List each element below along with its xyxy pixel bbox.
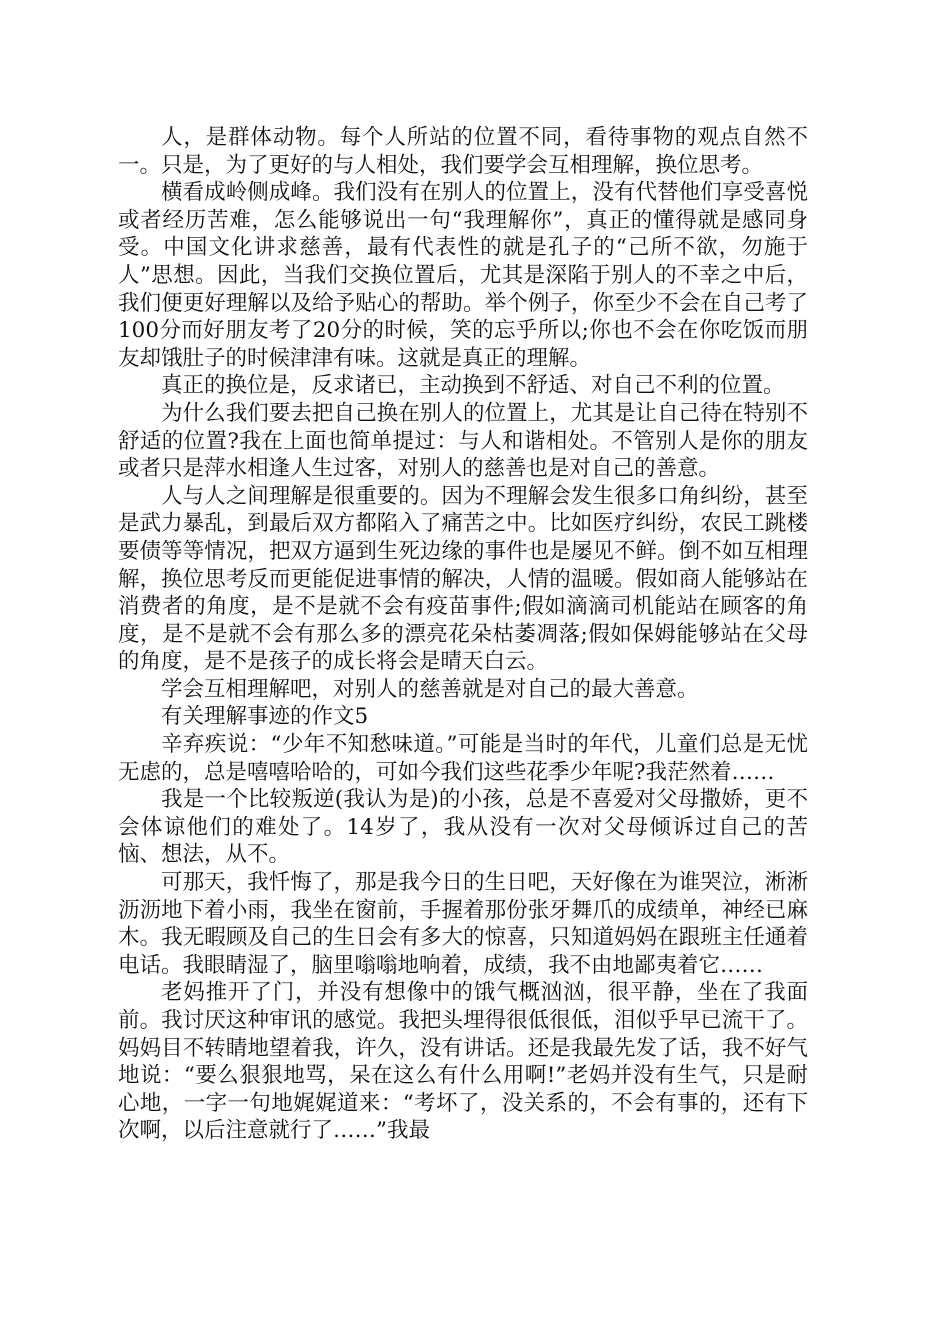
paragraph: 可那天，我忏悔了，那是我今日的生日吧，天好像在为谁哭泣，淅淅沥沥地下着小雨，我坐在窗前，手握着那份张牙舞爪的成绩单，神经已麻木。我无暇顾及自己的生日会有多大的惊喜，只知道妈妈在跟班主任通着电话。我眼睛湿了，脑里嗡嗡地响着，成绩，我不由地鄙夷着它…… [118, 870, 808, 978]
paragraph: 我是一个比较叛逆(我认为是)的小孩，总是不喜爱对父母撒娇，更不会体谅他们的难处了。14岁了，我从没有一次对父母倾诉过自己的苦恼、想法，从不。 [118, 787, 808, 868]
paragraph: 学会互相理解吧，对别人的慈善就是对自己的最大善意。 [161, 676, 699, 702]
paragraph: 人与人之间理解是很重要的。因为不理解会发生很多口角纠纷，甚至是武力暴乱，到最后双方都陷入了痛苦之中。比如医疗纠纷，农民工跳楼要债等等情况，把双方逼到生死边缘的事件也是屡见不鲜。倒不如互相理解，换位思考反而更能促进事情的解决，人情的温暖。假如商人能够站在消费者的角度，是不是就不会有疫苗事件;假如滴滴司机能站在顾客的角度，是不是就不会有那么多的漂亮花朵枯萎凋落;假如保姆能够站在父母的角度，是不是孩子的成长将会是晴天白云。 [118, 483, 808, 675]
paragraph: 老妈推开了门，并没有想像中的饿气概汹汹，很平静，坐在了我面前。我讨厌这种审讯的感觉。我把头埋得很低很低，泪似乎早已流干了。妈妈目不转睛地望着我，许久，没有讲话。还是我最先发了话，我不好气地说：“要么狠狠地骂，呆在这么有什么用啊!”老妈并没有生气，只是耐心地，一字一句地娓娓道来：“考坏了，没关系的，不会有事的，还有下次啊，以后注意就行了……”我最 [118, 980, 808, 1144]
paragraph: 辛弃疾说：“少年不知愁味道。”可能是当时的年代，儿童们总是无忧无虑的，总是嘻嘻哈哈的，可如今我们这些花季少年呢?我茫然着…… [118, 732, 808, 785]
paragraph: 真正的换位是，反求诸已，主动换到不舒适、对自己不利的位置。 [161, 373, 785, 399]
paragraph: 横看成岭侧成峰。我们没有在别人的位置上，没有代替他们享受喜悦或者经历苦难，怎么能够说出一句“我理解你”，真正的懂得就是感同身受。中国文化讲求慈善，最有代表性的就是孔子的“己所不欲，勿施于人”思想。因此，当我们交换位置后，尤其是深陷于别人的不幸之中后，我们便更好理解以及给予贴心的帮助。举个例子，你至少不会在自己考了100分而好朋友考了20分的时候，笑的忘乎所以;你也不会在你吃饭而朋友却饿肚子的时候津津有味。这就是真正的理解。 [118, 180, 808, 371]
document-body [118, 124, 808, 1145]
paragraph: 人，是群体动物。每个人所站的位置不同，看待事物的观点自然不一。只是，为了更好的与人相处，我们要学会互相理解，换位思考。 [118, 125, 808, 178]
paragraph: 为什么我们要去把自己换在别人的位置上，尤其是让自己待在特别不舒适的位置?我在上面也简单提过：与人和谐相处。不管别人是你的朋友或者只是萍水相逢人生过客，对别人的慈善也是对自己的善意。 [118, 400, 808, 482]
section-heading: 有关理解事迹的作文5 [161, 704, 369, 730]
